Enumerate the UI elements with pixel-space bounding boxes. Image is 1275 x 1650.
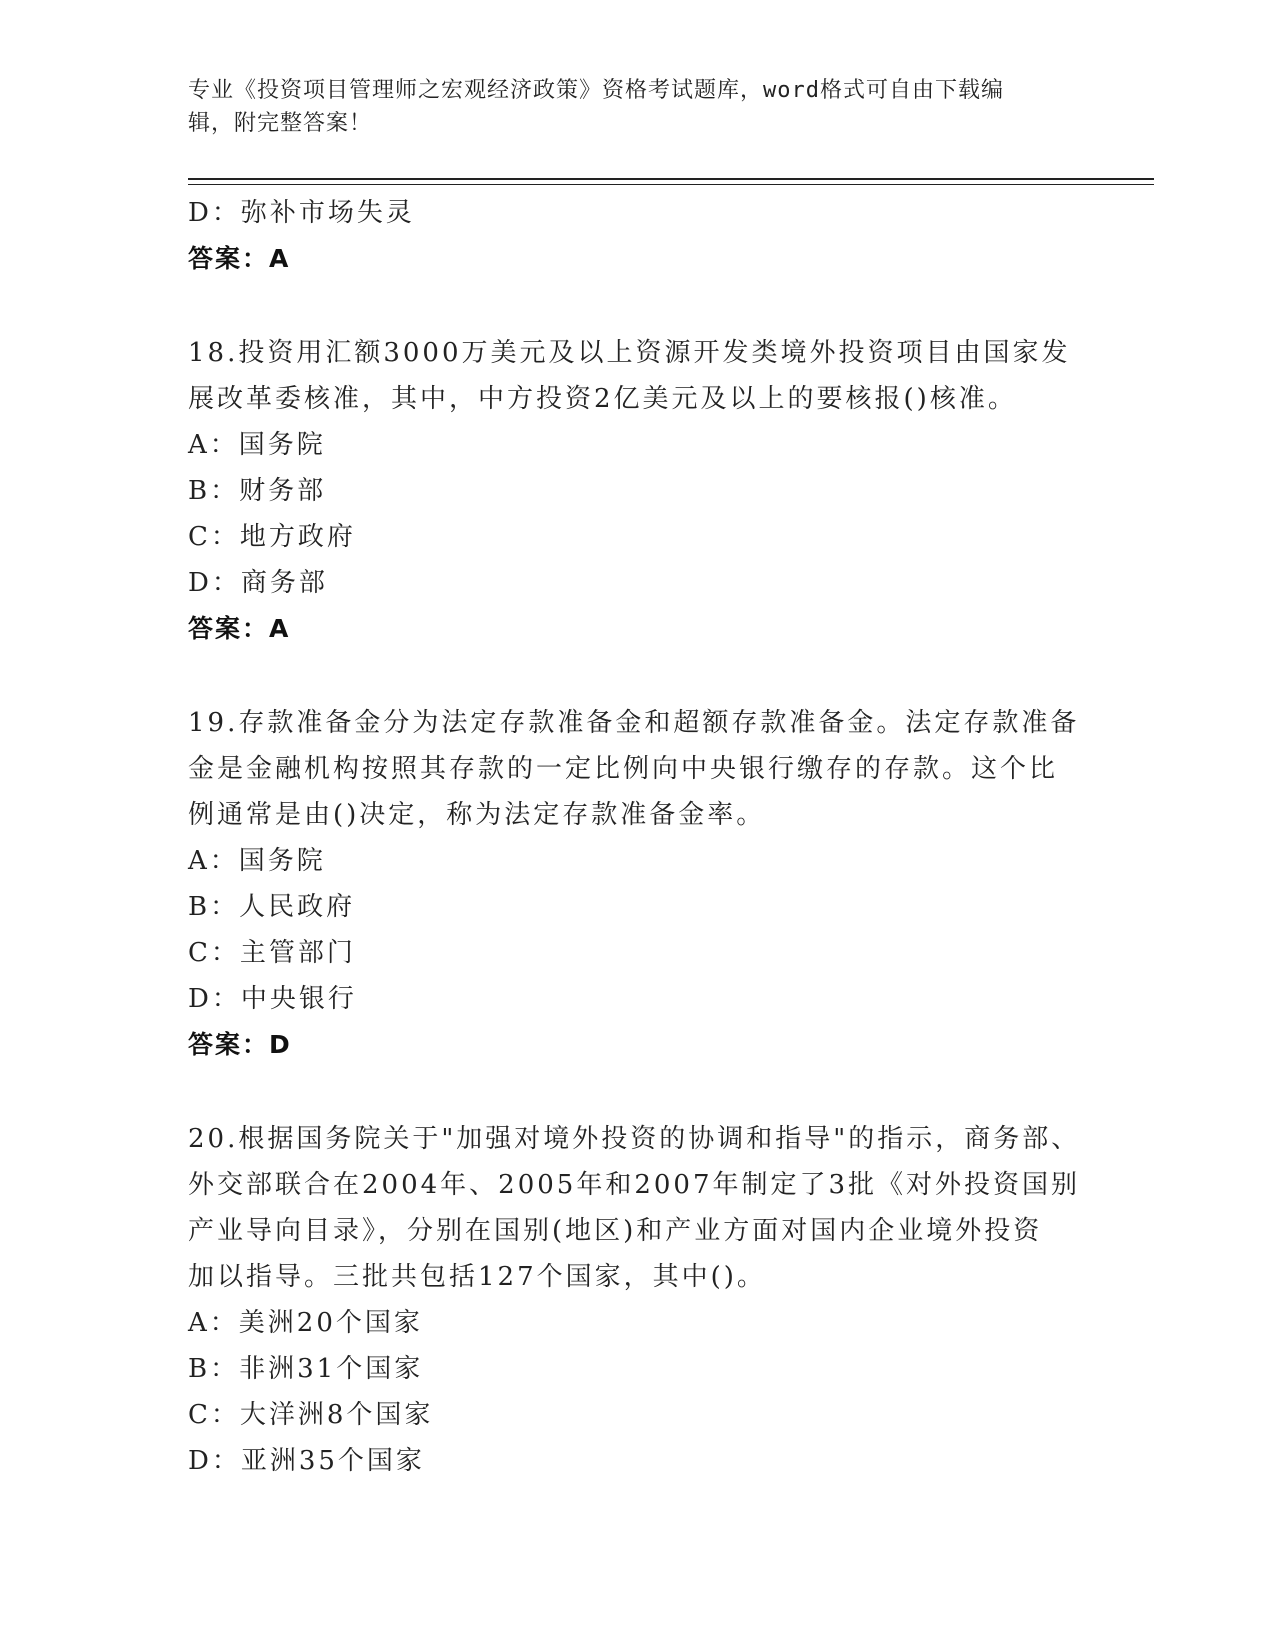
question-text-line: 18.投资用汇额3000万美元及以上资源开发类境外投资项目由国家发 bbox=[188, 338, 1071, 368]
option-d: D：亚洲35个国家 bbox=[188, 1446, 425, 1476]
question-text-line: 金是金融机构按照其存款的一定比例向中央银行缴存的存款。这个比 bbox=[188, 754, 1059, 784]
option-d: D：中央银行 bbox=[188, 984, 357, 1014]
header-divider-thin bbox=[188, 184, 1154, 185]
question-text-line: 20.根据国务院关于"加强对境外投资的协调和指导"的指示，商务部、 bbox=[188, 1124, 1081, 1154]
option-d: D：弥补市场失灵 bbox=[188, 198, 415, 228]
option-b: B：非洲31个国家 bbox=[188, 1354, 424, 1384]
option-c: C：主管部门 bbox=[188, 938, 356, 968]
question-text-line: 展改革委核准，其中，中方投资2亿美元及以上的要核报()核准。 bbox=[188, 384, 1017, 414]
header-line: 专业《投资项目管理师之宏观经济政策》资格考试题库，word格式可自由下载编 bbox=[188, 78, 1004, 103]
header-line: 辑，附完整答案！ bbox=[188, 111, 373, 136]
question-19 bbox=[188, 700, 1088, 1068]
answer: 答案：A bbox=[188, 244, 291, 273]
answer: 答案：D bbox=[188, 1030, 292, 1059]
question-list bbox=[188, 190, 1088, 1484]
question-text-line: 19.存款准备金分为法定存款准备金和超额存款准备金。法定存款准备 bbox=[188, 708, 1080, 738]
option-a: A：国务院 bbox=[188, 430, 326, 460]
document-header bbox=[188, 74, 1088, 140]
option-d: D：商务部 bbox=[188, 568, 328, 598]
option-c: C：大洋洲8个国家 bbox=[188, 1400, 434, 1430]
question-text-line: 加以指导。三批共包括127个国家，其中()。 bbox=[188, 1262, 766, 1292]
previous-question-tail bbox=[188, 190, 1088, 282]
header-divider bbox=[188, 178, 1154, 180]
question-text-line: 例通常是由()决定，称为法定存款准备金率。 bbox=[188, 800, 766, 830]
option-a: A：美洲20个国家 bbox=[188, 1308, 423, 1338]
option-c: C：地方政府 bbox=[188, 522, 356, 552]
question-20 bbox=[188, 1116, 1088, 1484]
option-a: A：国务院 bbox=[188, 846, 326, 876]
question-text-line: 产业导向目录》，分别在国别(地区)和产业方面对国内企业境外投资 bbox=[188, 1216, 1043, 1246]
answer: 答案：A bbox=[188, 614, 291, 643]
option-b: B：财务部 bbox=[188, 476, 327, 506]
question-18 bbox=[188, 330, 1088, 652]
question-text-line: 外交部联合在2004年、2005年和2007年制定了3批《对外投资国别 bbox=[188, 1170, 1081, 1200]
option-b: B：人民政府 bbox=[188, 892, 356, 922]
